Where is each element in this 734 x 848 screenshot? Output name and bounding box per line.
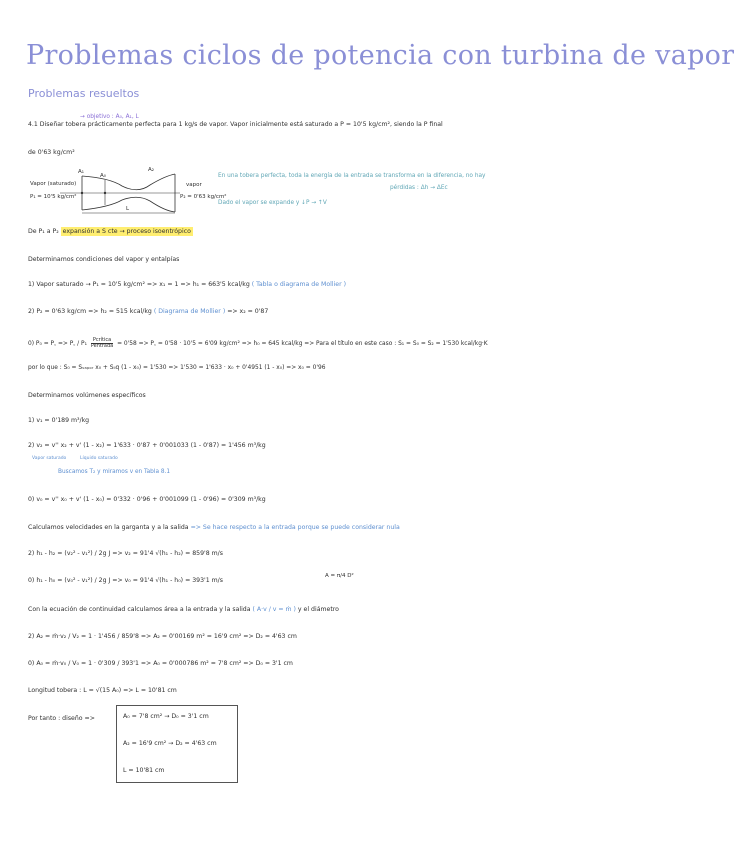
diagram-note-line1: En una tobera perfecta, toda la energía de la entrada se transforma en la diferencia, no hay bbox=[218, 173, 486, 179]
volume1-line: 1) v₁ = 0'189 m³/kg bbox=[28, 417, 90, 424]
process-line bbox=[28, 229, 193, 235]
diagram-a0-label: A₀ bbox=[100, 173, 106, 179]
velocities-line bbox=[28, 525, 400, 531]
result-length: L = 10'81 cm bbox=[123, 767, 165, 774]
critical-ratio-numerator: Pcrítica bbox=[91, 338, 113, 344]
diagram-a1-label: A₁ bbox=[78, 169, 84, 175]
area-formula: A = π/4 D² bbox=[325, 573, 354, 579]
volumes-heading: Determinamos volúmenes específicos bbox=[28, 392, 146, 399]
continuity-line bbox=[28, 607, 339, 613]
diagram-a2-label: A₂ bbox=[148, 167, 154, 173]
diagram-length-label: L bbox=[126, 206, 130, 212]
velocities-note: => Se hace respecto a la entrada porque se puede considerar nula bbox=[190, 524, 400, 531]
state1-line bbox=[28, 282, 346, 288]
continuity-heading: Con la ecuación de continuidad calculamos área a la entrada y la salida bbox=[28, 606, 251, 613]
objective-note: → objetivo : A₀, A₁, L bbox=[80, 114, 139, 120]
velocities-heading: Calculamos velocidades en la garganta y a la salida bbox=[28, 524, 189, 531]
volume2-vapor-label: Vapor saturado bbox=[32, 456, 67, 461]
area2-line: 2) A₂ = ṁ·v₂ / V₂ = 1 · 1'456 / 859'8 => A₂ = 0'00169 m² = 16'9 cm² => D₂ = 4'63 cm bbox=[28, 633, 297, 640]
state0-line bbox=[28, 338, 488, 349]
process-line-lead: De P₁ a P₂ bbox=[28, 228, 59, 235]
volume2-note: Buscamos T₂ y miramos v en Tabla 8.1 bbox=[58, 469, 171, 475]
result-exit: A₂ = 16'9 cm² → D₂ = 4'63 cm bbox=[123, 740, 217, 747]
state2-note: ( Diagrama de Mollier ) bbox=[153, 308, 226, 315]
problem-statement-line1: 4.1 Diseñar tobera prácticamente perfecta para 1 kg/s de vapor. Vapor inicialmente está saturado a P = 10'5 kg/cm², siendo la P final bbox=[28, 121, 443, 128]
result-box bbox=[116, 705, 238, 783]
state0-lead: 0) P₀ = P꜀ => P꜀ / P₁ bbox=[28, 341, 87, 347]
state2-text: 2) P₂ = 0'63 kg/cm => h₂ = 515 kcal/kg bbox=[28, 308, 152, 315]
continuity-tail: y el diámetro bbox=[297, 606, 339, 613]
design-lead: Por tanto : diseño => bbox=[28, 715, 95, 722]
diagram-note-line3: Dado el vapor se expande y ↓P → ↑V bbox=[218, 200, 327, 206]
volume2-liquid-label: Líquido saturado bbox=[80, 456, 118, 461]
state1-text: 1) Vapor saturado → P₁ = 10'5 kg/cm² => x₁ = 1 => h₁ = 663'5 kcal/kg bbox=[28, 281, 250, 288]
state2-line bbox=[28, 309, 268, 315]
diagram-note-line2: pérdidas : Δh → ΔEc bbox=[390, 185, 448, 191]
entropy-line: por lo que : S₀ = Sᵥₐₚₒᵣ x₀ + Sₗᵢq (1 - x₀) = 1'530 => 1'530 = 1'633 · x₀ + 0'4951 (1 - x₀) => x₀ = 0'96 bbox=[28, 365, 326, 371]
diagram-p1-label: P₁ = 10'5 kg/cm² bbox=[30, 194, 77, 200]
problem-statement-line2: de 0'63 kg/cm² bbox=[28, 149, 75, 156]
result-throat: A₀ = 7'8 cm² → D₀ = 3'1 cm bbox=[123, 713, 209, 720]
conditions-heading: Determinamos condiciones del vapor y entalpías bbox=[28, 256, 180, 263]
length-line: Longitud tobera : L = √(15 A₀) => L = 10'81 cm bbox=[28, 687, 177, 694]
isentropic-highlight: expansión a S cte → proceso isoentrópico bbox=[62, 228, 191, 235]
state0-text: = 0'58 => P꜀ = 0'58 · 10'5 = 6'09 kg/cm² => h₀ = 645 kcal/kg => Para el título en este caso : S₁ = S₀ = S₂ = 1'530 kcal/kg·K bbox=[117, 341, 488, 347]
section-subtitle: Problemas resueltos bbox=[28, 87, 140, 100]
velocity0-line: 0) h₁ - h₀ = (v₀² - v₁²) / 2g J => v₀ = 91'4 √(h₁ - h₀) = 393'1 m/s bbox=[28, 577, 223, 584]
diagram-inlet-label: Vapor (saturado) bbox=[30, 181, 77, 187]
volume2-line: 2) v₂ = v'' x₂ + v' (1 - x₂) = 1'633 · 0'87 + 0'001033 (1 - 0'87) = 1'456 m³/kg bbox=[28, 442, 266, 449]
diagram-p2-label: P₂ = 0'63 kg/cm² bbox=[180, 194, 227, 200]
area0-line: 0) A₀ = ṁ·v₀ / V₀ = 1 · 0'309 / 393'1 => A₀ = 0'000786 m² = 7'8 cm² => D₀ = 3'1 cm bbox=[28, 660, 293, 667]
page-title: Problemas ciclos de potencia con turbina de vapor bbox=[26, 40, 734, 71]
velocity2-line: 2) h₁ - h₂ = (v₂² - v₁²) / 2g J => v₂ = 91'4 √(h₁ - h₂) = 859'8 m/s bbox=[28, 550, 223, 557]
state1-note: ( Tabla o diagrama de Mollier ) bbox=[251, 281, 347, 288]
continuity-formula: ( A·v / v = ṁ ) bbox=[252, 606, 296, 613]
state2-end: => x₂ = 0'87 bbox=[227, 308, 269, 315]
volume0-line: 0) v₀ = v'' x₀ + v' (1 - x₀) = 0'332 · 0'96 + 0'001099 (1 - 0'96) = 0'309 m³/kg bbox=[28, 496, 266, 503]
diagram-vapor-label: vapor bbox=[186, 182, 202, 188]
critical-ratio-fraction bbox=[91, 338, 113, 349]
critical-ratio-denominator: Pentrada bbox=[90, 343, 114, 349]
